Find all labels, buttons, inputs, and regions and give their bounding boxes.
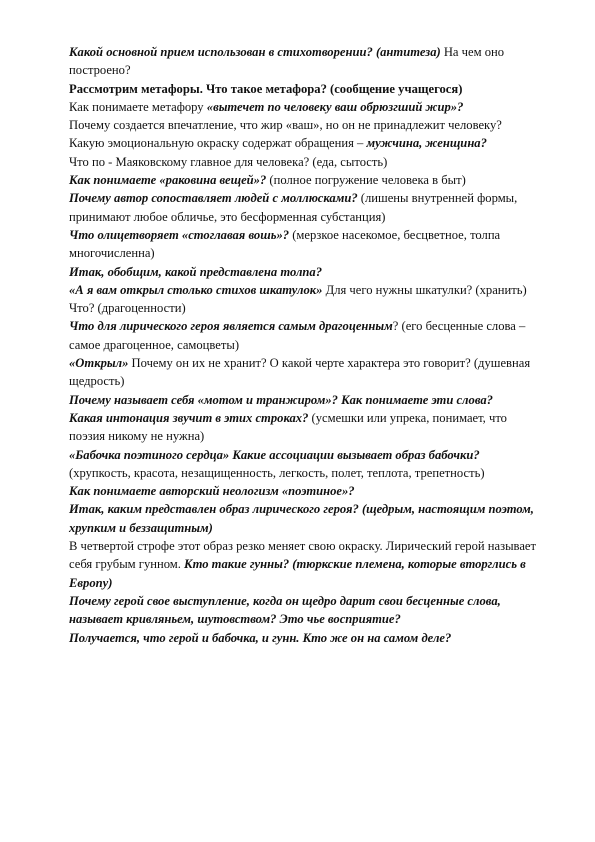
emphasized-text-run: Почему автор сопоставляет людей с моллюсками? xyxy=(69,191,358,206)
paragraph xyxy=(69,391,539,409)
paragraph xyxy=(69,446,539,483)
plain-text-run: Почему создается впечатление, что жир «ваш», но он не принадлежит человеку? xyxy=(69,118,502,133)
emphasized-text-run: Итак, каким представлен образ лирического героя? (щедрым, настоящим поэтом, хрупким и беззащитным) xyxy=(69,502,534,535)
emphasized-text-run: Что олицетворяет «стоглавая вошь»? xyxy=(69,227,290,242)
plain-text-run: (мерзкое насекомое, бесцветное, толпа многочисленна) xyxy=(69,227,501,261)
paragraph xyxy=(69,153,539,171)
paragraph xyxy=(69,629,539,647)
paragraph xyxy=(69,592,539,629)
emphasized-text-run: Почему герой свое выступление, когда он щедро дарит свои бесценные слова, называет кривляньем, шутовством? Это чье восприятие? xyxy=(69,593,501,627)
emphasized-text-run: Почему называет себя «мотом и транжиром»? Как понимаете эти слова? xyxy=(69,392,493,407)
emphasized-text-run: Какой основной прием использован в стихотворении? (антитеза) xyxy=(69,45,441,59)
emphasized-text-run: Кто такие гунны? (тюркские племена, которые вторглись в Европу) xyxy=(69,557,526,590)
plain-text-run: (полное погружение человека в быт) xyxy=(266,173,466,188)
emphasized-text-run: «Бабочка поэтиного сердца» Какие ассоциации вызывает образ бабочки? xyxy=(69,447,480,462)
emphasized-text-run: «вытечет по человеку ваш обрюзгший жир»? xyxy=(206,99,464,114)
paragraph xyxy=(69,281,539,318)
emphasized-text-run: Получается, что герой и бабочка, и гунн. Кто же он на самом деле? xyxy=(69,630,452,645)
plain-text-run: Что по - Маяковскому главное для человека? (еда, сытость) xyxy=(69,154,388,169)
paragraph xyxy=(69,98,539,116)
paragraph xyxy=(69,226,539,263)
paragraph xyxy=(69,317,539,354)
emphasized-text-run: Какая интонация звучит в этих строках? xyxy=(69,410,309,425)
paragraph xyxy=(69,80,539,98)
paragraph xyxy=(69,409,539,446)
plain-text-run: На чем оно построено? xyxy=(69,45,505,78)
emphasized-text-run: мужчина, женщина? xyxy=(366,136,487,151)
paragraph xyxy=(69,134,539,152)
emphasized-text-run: «Открыл» xyxy=(69,356,129,371)
paragraph xyxy=(69,43,539,80)
paragraph xyxy=(69,537,539,592)
plain-text-run: ? (его бесценные слова – самое драгоценное, самоцветы) xyxy=(69,319,526,352)
emphasized-text-run: Как понимаете «раковина вещей»? xyxy=(69,173,267,188)
plain-text-run: Для чего нужны шкатулки? (хранить) Что? (драгоценности) xyxy=(69,282,527,316)
emphasized-text-run: Итак, обобщим, какой представлена толпа? xyxy=(69,264,322,279)
paragraph xyxy=(69,482,539,500)
emphasized-text-run: Что для лирического героя является самым драгоценным xyxy=(69,319,393,334)
emphasized-text-run: Рассмотрим метафоры. Что такое метафора? (сообщение учащегося) xyxy=(69,81,463,96)
plain-text-run: Почему он их не хранит? О какой черте характера это говорит? (душевная щедрость) xyxy=(69,356,531,389)
paragraph xyxy=(69,354,539,391)
emphasized-text-run: «А я вам открыл столько стихов шкатулок» xyxy=(69,282,323,297)
paragraph xyxy=(69,189,539,226)
paragraph xyxy=(69,263,539,281)
plain-text-run: (хрупкость, красота, незащищенность, легкость, полет, теплота, трепетность) xyxy=(69,465,485,480)
paragraph xyxy=(69,171,539,189)
emphasized-text-run: Как понимаете авторский неологизм «поэтиное»? xyxy=(69,484,355,499)
plain-text-run: Как понимаете метафору xyxy=(69,99,207,114)
paragraph xyxy=(69,116,539,134)
plain-text-run: (лишены внутренней формы, принимают любое обличье, это бесформенная субстанция) xyxy=(69,191,518,224)
plain-text-run: (усмешки или упрека, понимает, что поэзия никому не нужна) xyxy=(69,410,507,444)
paragraph xyxy=(69,500,539,537)
plain-text-run: В четвертой строфе этот образ резко меняет свою окраску. Лирический герой называет себя грубым гунном. xyxy=(69,539,537,572)
plain-text-run: Какую эмоциональную окраску содержат обращения – xyxy=(69,136,367,151)
document-body xyxy=(69,43,539,647)
